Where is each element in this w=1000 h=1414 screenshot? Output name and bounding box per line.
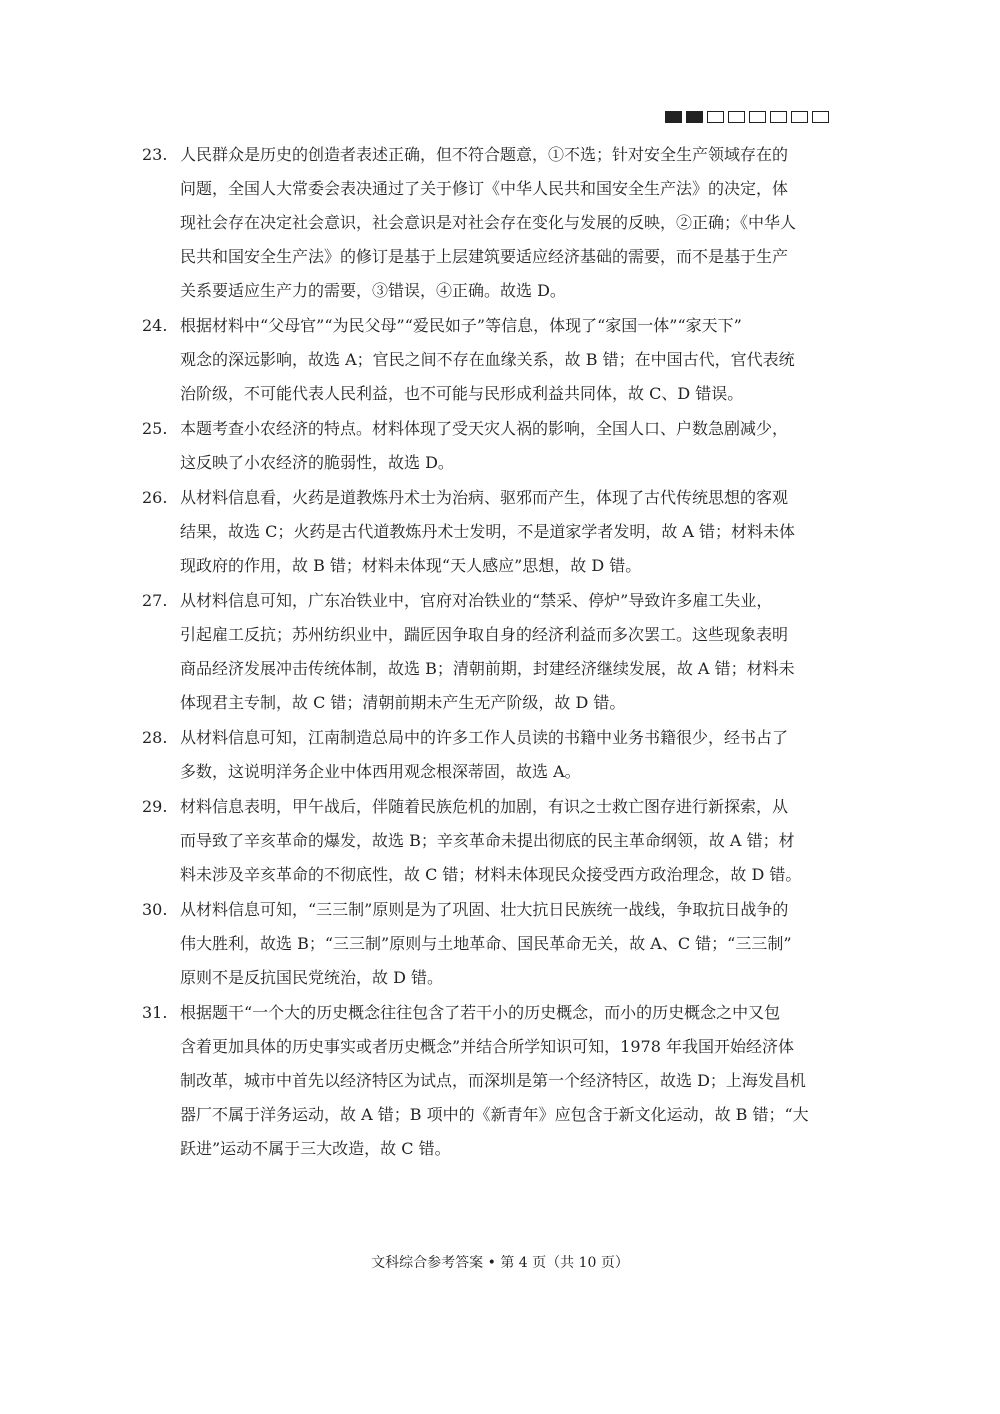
answer-line: 人民群众是历史的创造者表述正确，但不符合题意，①不选；针对安全生产领域存在的 xyxy=(180,145,789,164)
answer-line: 治阶级，不可能代表人民利益，也不可能与民形成利益共同体，故 C、D 错误。 xyxy=(180,384,744,403)
answer-line: 引起雇工反抗；苏州纺织业中，踹匠因争取自身的经济利益而多次罢工。这些现象表明 xyxy=(180,625,789,644)
answer-item xyxy=(142,893,860,995)
answer-line: 器厂不属于洋务运动，故 A 错；B 项中的《新青年》应包含于新文化运动，故 B 错；“大 xyxy=(180,1105,809,1124)
answer-item xyxy=(142,790,860,892)
answer-item xyxy=(142,996,860,1166)
page-mark-empty xyxy=(728,111,745,123)
answer-text xyxy=(180,721,860,789)
answer-line: 问题，全国人大常委会表决通过了关于修订《中华人民共和国安全生产法》的决定，体 xyxy=(180,179,789,198)
answer-line: 这反映了小农经济的脆弱性，故选 D。 xyxy=(180,453,454,472)
answer-number: 26. xyxy=(142,488,168,507)
answer-line: 制改革，城市中首先以经济特区为试点，而深圳是第一个经济特区，故选 D；上海发昌机 xyxy=(180,1071,806,1090)
answer-item xyxy=(142,584,860,720)
answer-line: 从材料信息可知，“三三制”原则是为了巩固、壮大抗日民族统一战线，争取抗日战争的 xyxy=(180,900,789,919)
answer-line: 从材料信息可知，广东冶铁业中，官府对冶铁业的“禁采、停炉”导致许多雇工失业， xyxy=(180,591,773,610)
page-mark-filled xyxy=(686,111,703,123)
answer-text xyxy=(180,412,860,480)
answer-line: 本题考查小农经济的特点。材料体现了受天灾人祸的影响，全国人口、户数急剧减少， xyxy=(180,419,789,438)
answer-number: 31. xyxy=(142,1003,168,1022)
answer-line: 伟大胜利，故选 B；“三三制”原则与土地革命、国民革命无关，故 A、C 错；“三三制” xyxy=(180,934,792,953)
page-footer: 文科综合参考答案 • 第 4 页（共 10 页） xyxy=(371,1255,629,1271)
answer-line: 观念的深远影响，故选 A；官民之间不存在血缘关系，故 B 错；在中国古代，官代表统 xyxy=(180,350,795,369)
page-mark-empty xyxy=(791,111,808,123)
answer-line: 关系要适应生产力的需要，③错误，④正确。故选 D。 xyxy=(180,281,566,300)
answer-text xyxy=(180,309,860,411)
answer-number: 24. xyxy=(142,316,168,335)
answer-line: 从材料信息可知，江南制造总局中的许多工作人员读的书籍中业务书籍很少，经书占了 xyxy=(180,728,789,747)
answer-item xyxy=(142,721,860,789)
answer-item xyxy=(142,481,860,583)
answer-item xyxy=(142,309,860,411)
answer-line: 原则不是反抗国民党统治，故 D 错。 xyxy=(180,968,444,987)
answer-number: 29. xyxy=(142,797,168,816)
answer-text xyxy=(180,584,860,720)
answer-number: 28. xyxy=(142,728,168,747)
answer-item xyxy=(142,138,860,308)
page-mark-empty xyxy=(707,111,724,123)
answer-text xyxy=(180,893,860,995)
answer-line: 多数，这说明洋务企业中体西用观念根深蒂固，故选 A。 xyxy=(180,762,581,781)
answer-line: 根据材料中“父母官”“为民父母”“爱民如子”等信息，体现了“家国一体”“家天下” xyxy=(180,316,742,335)
answer-line: 从材料信息看，火药是道教炼丹术士为治病、驱邪而产生，体现了古代传统思想的客观 xyxy=(180,488,789,507)
answer-line: 现政府的作用，故 B 错；材料未体现“天人感应”思想，故 D 错。 xyxy=(180,556,642,575)
answer-text xyxy=(180,790,860,892)
answer-list xyxy=(142,138,860,1167)
answer-text xyxy=(180,138,860,308)
answer-text xyxy=(180,481,860,583)
answer-line: 跃进”运动不属于三大改造，故 C 错。 xyxy=(180,1139,451,1158)
answer-text xyxy=(180,996,860,1166)
answer-line: 含着更加具体的历史事实或者历史概念”并结合所学知识可知，1978 年我国开始经济体 xyxy=(180,1037,794,1056)
answer-line: 体现君主专制，故 C 错；清朝前期未产生无产阶级，故 D 错。 xyxy=(180,693,626,712)
answer-line: 民共和国安全生产法》的修订是基于上层建筑要适应经济基础的需要，而不是基于生产 xyxy=(180,247,789,266)
answer-line: 商品经济发展冲击传统体制，故选 B；清朝前期，封建经济继续发展，故 A 错；材料未 xyxy=(180,659,795,678)
answer-number: 25. xyxy=(142,419,168,438)
page-indicator xyxy=(665,111,829,123)
answer-line: 料未涉及辛亥革命的不彻底性，故 C 错；材料未体现民众接受西方政治理念，故 D 错。 xyxy=(180,865,802,884)
answer-line: 现社会存在决定社会意识，社会意识是对社会存在变化与发展的反映，②正确；《中华人 xyxy=(180,213,797,232)
answer-line: 材料信息表明，甲午战后，伴随着民族危机的加剧，有识之士救亡图存进行新探索，从 xyxy=(180,797,789,816)
answer-line: 结果，故选 C；火药是古代道教炼丹术士发明，不是道家学者发明，故 A 错；材料未体 xyxy=(180,522,796,541)
page-mark-filled xyxy=(665,111,682,123)
page-mark-empty xyxy=(812,111,829,123)
answer-line: 根据题干“一个大的历史概念往往包含了若干小的历史概念，而小的历史概念之中又包 xyxy=(180,1003,781,1022)
page-mark-empty xyxy=(770,111,787,123)
answer-number: 30. xyxy=(142,900,168,919)
answer-number: 23. xyxy=(142,145,168,164)
page-mark-empty xyxy=(749,111,766,123)
answer-item xyxy=(142,412,860,480)
answer-line: 而导致了辛亥革命的爆发，故选 B；辛亥革命未提出彻底的民主革命纲领，故 A 错；材 xyxy=(180,831,795,850)
answer-number: 27. xyxy=(142,591,168,610)
